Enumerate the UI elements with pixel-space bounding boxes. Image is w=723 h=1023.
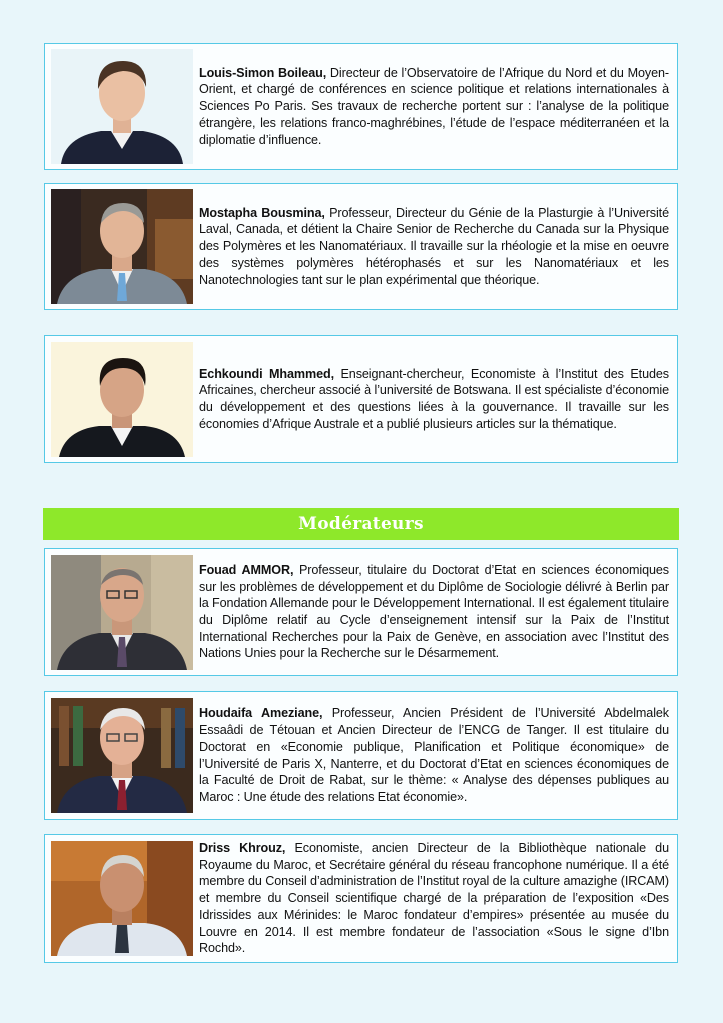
speaker-description: Professeur, Directeur du Génie de la Plasturgie à l’Université Laval, Canada, et détient la Chaire Senior de Recherche du Canada sur la Physique des Polymères et les Nanomatériaux. Il travaille sur la rhéologie et la mise en oeuvre des systèmes polymères hétérophasés et sur les Nanomatériaux et les Nanotechnologies tant sur le plan expérimental que théorique. [199,205,669,287]
speaker-bio [199,366,669,433]
portrait-photo [51,555,193,670]
portrait-photo [51,49,193,164]
moderator-name: Fouad AMMOR, [199,562,294,577]
portrait-photo [51,189,193,304]
moderator-description: Professeur, Ancien Président de l’Université Abdelmalek Essaâdi de Tétouan et Ancien Directeur de l’ENCG de Tanger. Il est titulaire du Doctorat en «Economie publique, Planification et Politique économique» de l’Université de Paris X, Nanterre, et du Doctorat d’Etat en sciences économiques de la Faculté de Droit de Rabat, sur le thème: « Analyse des dépenses publiques au Maroc : Une étude des relations Etat économie». [199,706,669,804]
moderator-name: Houdaifa Ameziane, [199,706,323,721]
moderator-name: Driss Khrouz, [199,841,286,856]
speaker-name: Mostapha Bousmina, [199,205,325,220]
moderator-bio [199,705,669,805]
speaker-bio [199,205,669,289]
moderator-description: Economiste, ancien Directeur de la Bibliothèque nationale du Royaume du Maroc, et Secrétaire général du réseau francophone numérique. Il a été membre du Conseil d’administration de l’Institut royal de la culture amazighe (IRCAM) et membre du Conseil scientifique chargé de la préparation de l’exposition «Des Idrissides aux Mérinides: le Maroc fondateur d’empires» présentée au musée du Louvre en 2014. Il est membre fondateur de l’association «Sous le signe d’Ibn Rochd». [199,841,669,956]
speaker-description: Directeur de l’Observatoire de l’Afrique du Nord et du Moyen-Orient, et chargé de conférences en science politique et relations internationales à Sciences Po Paris. Ses travaux de recherche portent sur : l’analyse de la politique étrangère, les relations franco-maghrébines, l’étude de l’espace méditerranéen et la diplomatie d’influence. [199,65,669,147]
moderator-bio [199,562,669,662]
portrait-photo [51,841,193,956]
speaker-card-boileau [44,43,678,170]
portrait-photo [51,698,193,813]
moderators-title: Modérateurs [298,514,424,534]
speaker-name: Echkoundi Mhammed, [199,366,334,381]
moderator-card-khrouz [44,834,678,963]
moderators-banner [43,508,679,540]
speaker-card-mhammed [44,335,678,463]
moderator-bio [199,840,669,957]
speaker-description: Enseignant-chercheur, Economiste à l’Institut des Etudes Africaines, chercheur associé à l’université de Botswana. Il est spécialiste d’économie du développement et des questions liées à la gouvernance. Il travaille sur les économies d’Afrique Australe et a publié plusieurs articles sur la thématique. [199,366,669,431]
portrait-photo [51,342,193,457]
moderator-card-ammor [44,548,678,676]
speaker-bio [199,65,669,149]
speaker-card-bousmina [44,183,678,310]
speaker-name: Louis-Simon Boileau, [199,65,327,80]
moderator-card-ameziane [44,691,678,820]
moderator-description: Professeur, titulaire du Doctorat d’Etat en sciences économiques sur les problèmes de développement et du Diplôme de Sociologie délivré à Berlin par la Fondation Allemande pour le Développement International. Il est également titulaire du Diplôme relatif au Cycle d’enseignement intensif sur la Paix de l’Institut International Recherches pour la Paix de Genève, en association avec l’Institut des Nations Unies pour la Recherche sur le Désarmement. [199,562,669,661]
